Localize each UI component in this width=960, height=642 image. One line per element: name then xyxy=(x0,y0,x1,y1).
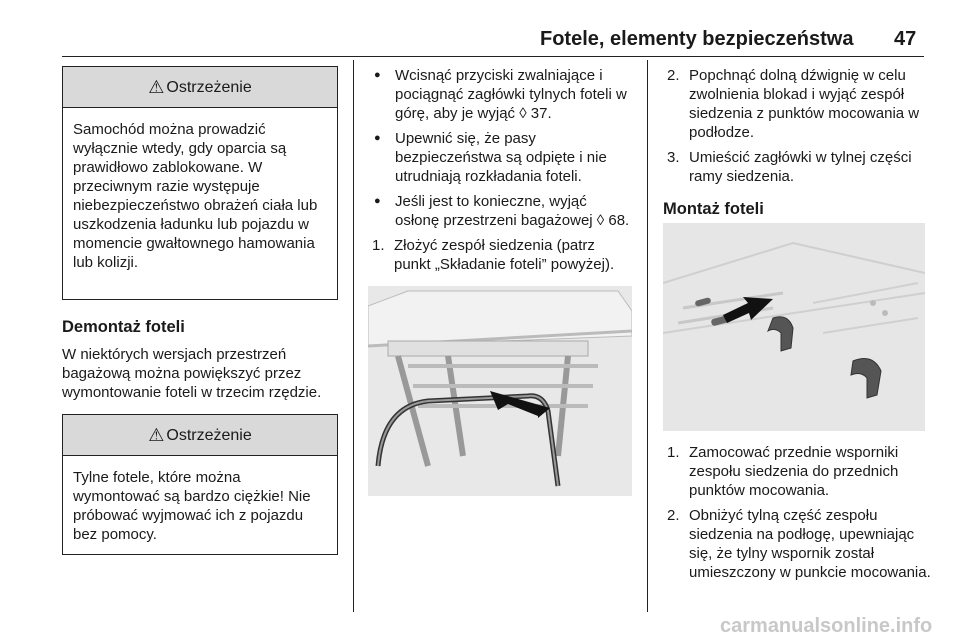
warning-triangle-icon: ⚠ xyxy=(148,76,165,97)
step-text: Zamocować przednie wsporniki zespołu siedzenia do przednich punktów mocowania. xyxy=(689,444,899,499)
warning-title: Ostrzeżenie xyxy=(166,78,252,96)
step-text: Obniżyć tylną część zespołu siedzenia na podłogę, upewniając się, że tylny wspornik został umieszczony w punkcie mocowania. xyxy=(689,507,931,581)
step-number: 2. xyxy=(667,507,680,524)
column-divider-1 xyxy=(353,60,354,612)
column-right-lower xyxy=(663,443,931,588)
seat-removal-illustration xyxy=(368,286,632,496)
step-number: 1. xyxy=(372,237,385,254)
warning-triangle-icon: ⚠ xyxy=(148,424,165,445)
section-text: W niektórych wersjach przestrzeń bagażową można powiększyć przez wymontowanie foteli w trzecim rzędzie. xyxy=(62,346,322,401)
step-item xyxy=(663,148,931,186)
warning-header xyxy=(63,67,337,108)
list-item: ● Jeśli jest to konieczne, wyjąć osłonę przestrzeni bagażowej ◊ 68. xyxy=(368,192,634,230)
step-item xyxy=(368,236,634,274)
column-middle xyxy=(368,66,634,280)
seat-frame-drawing xyxy=(368,286,632,496)
step-item xyxy=(663,506,931,582)
column-left xyxy=(62,66,338,555)
column-divider-2 xyxy=(647,60,648,612)
step-number: 1. xyxy=(667,444,680,461)
warning-title: Ostrzeżenie xyxy=(166,426,252,444)
floor-anchor-drawing xyxy=(663,223,925,431)
column-right xyxy=(663,66,931,219)
step-number: 2. xyxy=(667,67,680,84)
warning-box xyxy=(62,414,338,555)
step-item xyxy=(663,66,931,142)
step-text: Umieścić zagłówki w tylnej części ramy siedzenia. xyxy=(689,149,912,185)
page-title: Fotele, elementy bezpieczeństwa xyxy=(540,28,854,50)
step-item xyxy=(663,443,931,500)
warning-text: Tylne fotele, które można wymontować są bardzo ciężkie! Nie próbować wyjmować ich z pojazdu bez pomocy. xyxy=(73,469,311,543)
list-item: ● Upewnić się, że pasy bezpieczeństwa są odpięte i nie utrudniają rozkładania foteli. xyxy=(368,129,634,186)
warning-text: Samochód można prowadzić wyłącznie wtedy, gdy oparcia są prawidłowo zablokowane. W przeciwnym razie występuje niebezpieczeństwo obrażeń ciała lub uszkodzenia ładunku lub pojazdu w momencie gwałtownego hamowania lub kolizji. xyxy=(73,121,318,271)
warning-header xyxy=(63,415,337,456)
watermark: carmanualsonline.info xyxy=(720,615,933,637)
warning-box xyxy=(62,66,338,300)
step-text: Złożyć zespół siedzenia (patrz punkt „Składanie foteli” powyżej). xyxy=(394,237,615,273)
header-divider xyxy=(62,56,924,57)
step-text: Popchnąć dolną dźwignię w celu zwolnienia blokad i wyjąć zespół siedzenia z punktów mocowania w podłodze. xyxy=(689,67,920,141)
page-number: 47 xyxy=(894,28,917,50)
list-item: ● Wcisnąć przyciski zwalniające i pociągnąć zagłówki tylnych foteli w górę, aby je wyjąć ◊ 37. xyxy=(368,66,634,123)
seat-installation-illustration xyxy=(663,223,925,431)
step-number: 3. xyxy=(667,149,680,166)
section-title-installation: Montaż foteli xyxy=(663,200,764,218)
section-title-removal: Demontaż foteli xyxy=(62,318,185,336)
